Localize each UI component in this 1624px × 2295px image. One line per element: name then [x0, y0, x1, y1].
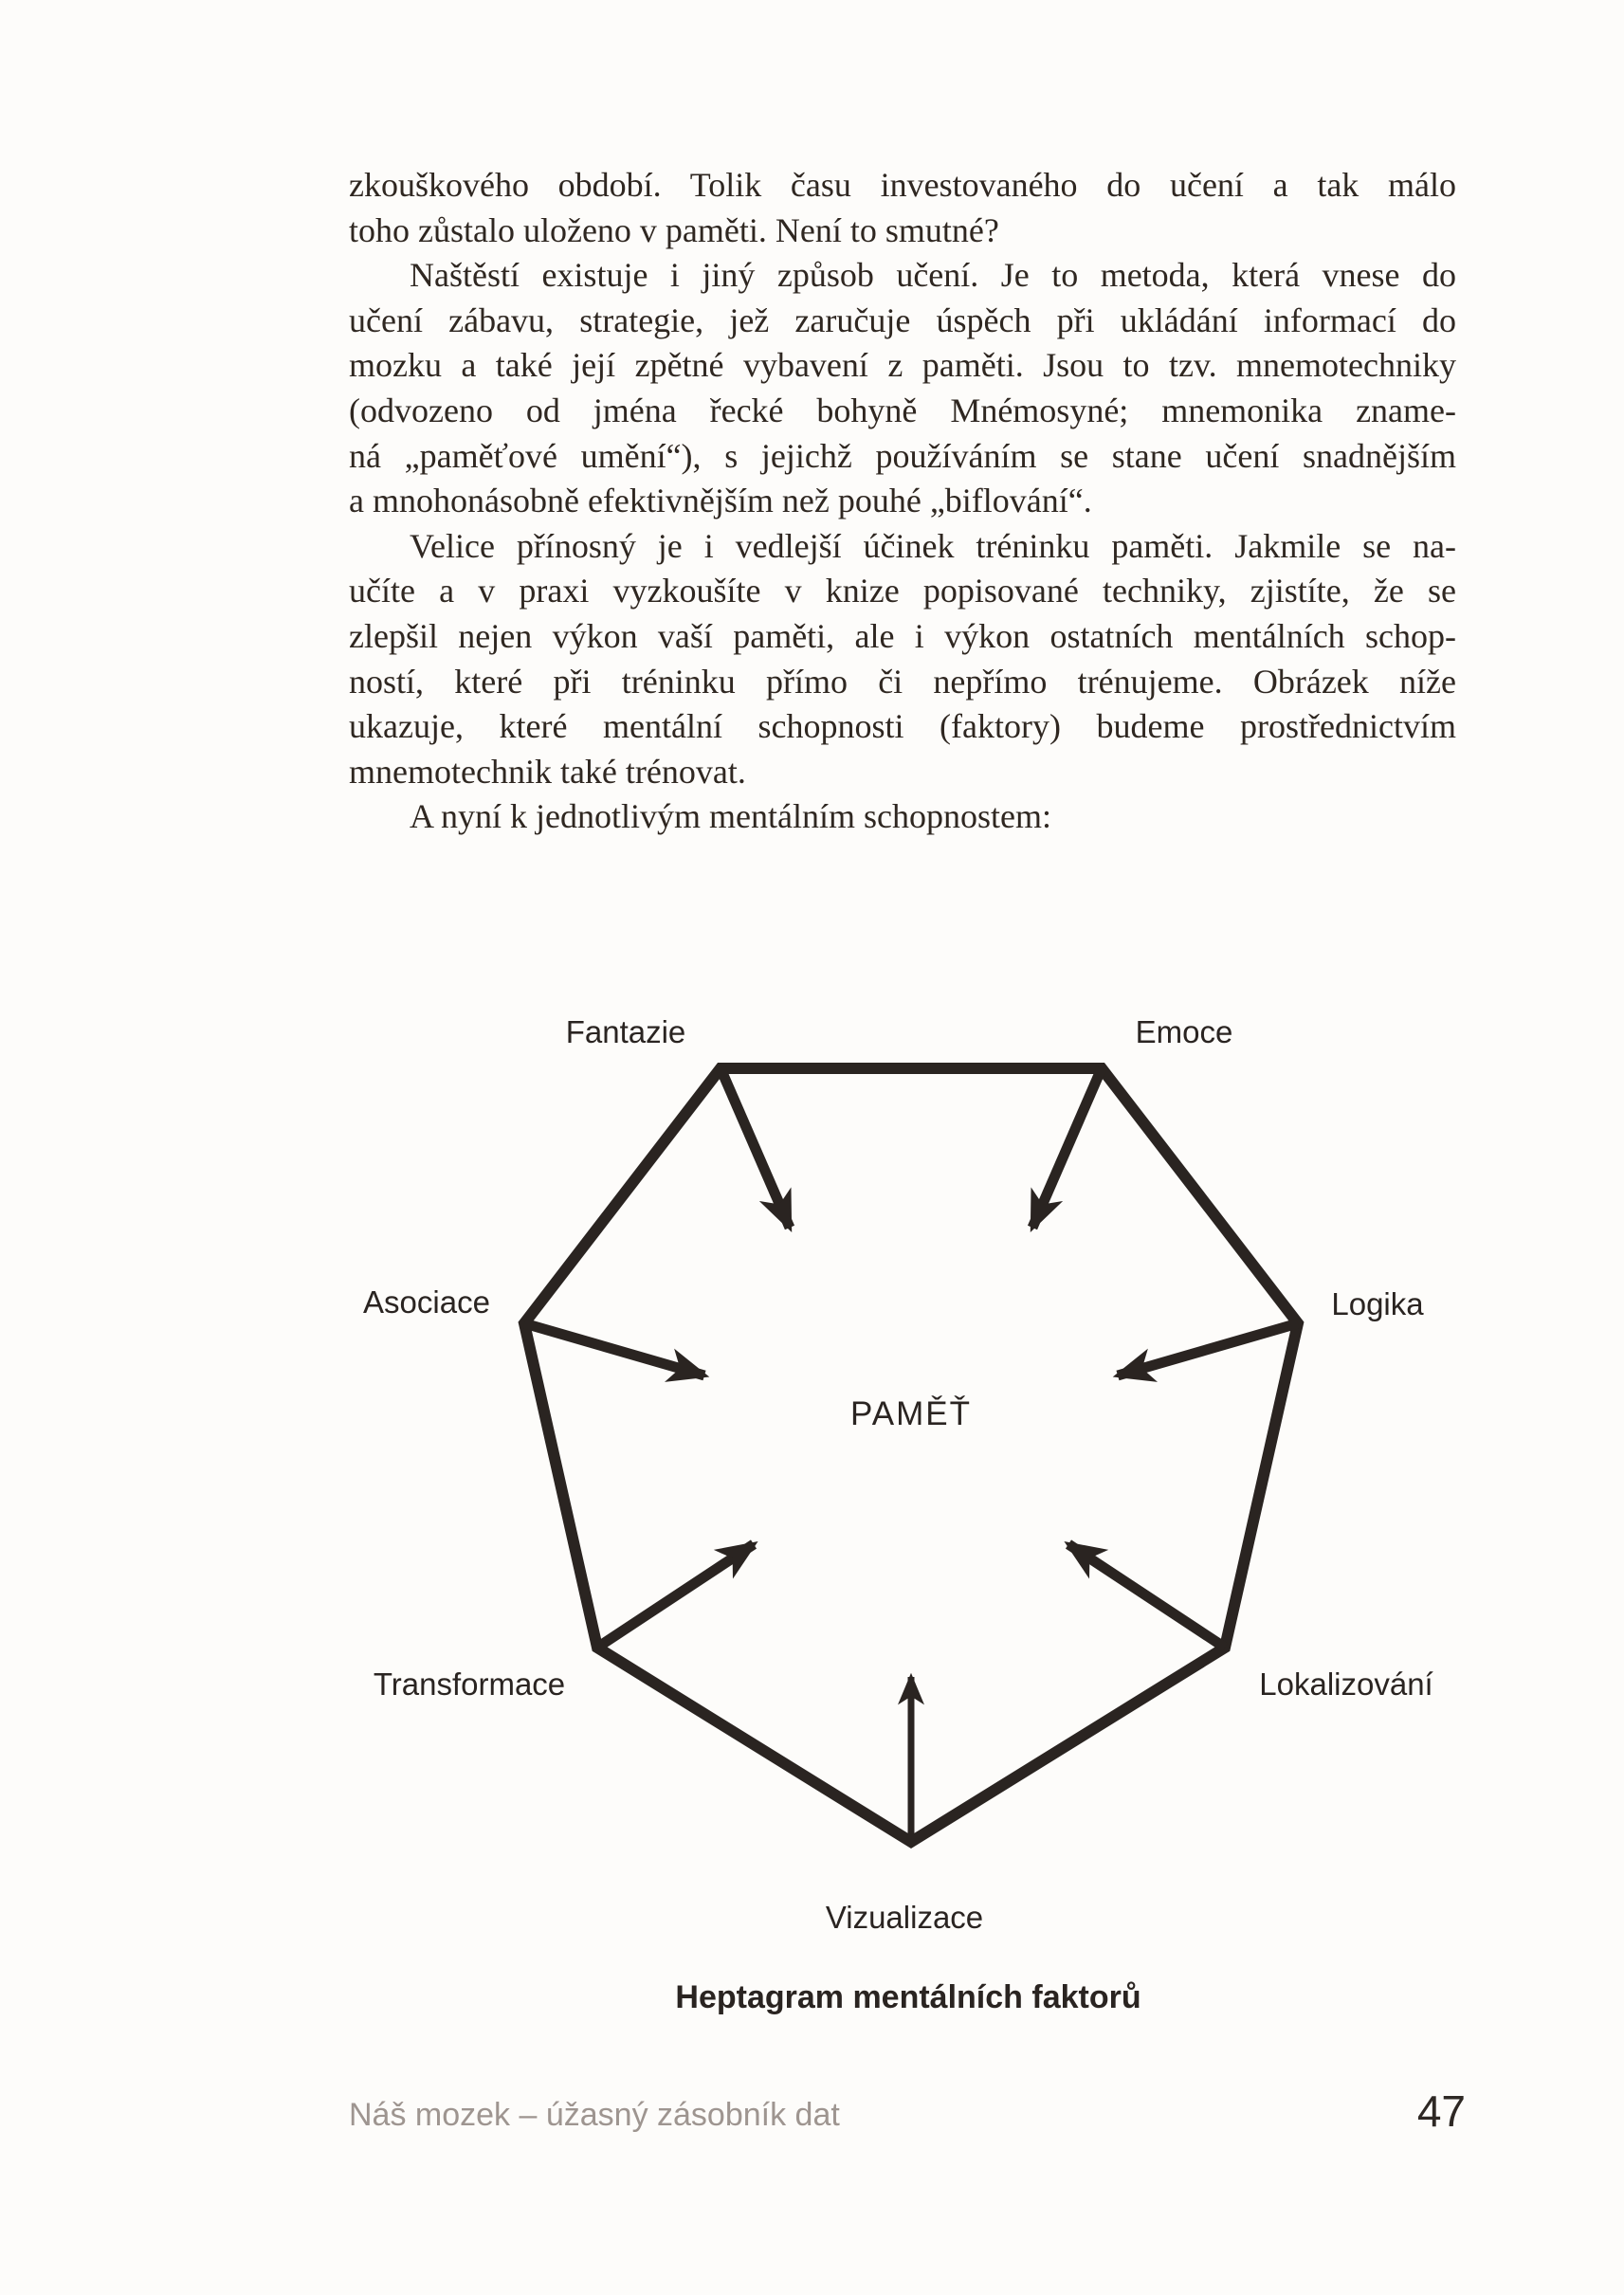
body-line: zkouškového období. Tolik času investovaného do učení a tak málo	[349, 166, 1456, 204]
body-line: ností, které při tréninku přímo či nepřímo trénujeme. Obrázek níže	[349, 662, 1456, 701]
body-line: (odvozeno od jména řecké bohyně Mnémosyné; mnemonika zname-	[349, 391, 1456, 429]
body-line: Velice přínosný je i vedlejší účinek tréninku paměti. Jakmile se na-	[410, 526, 1456, 565]
body-line: toho zůstalo uloženo v paměti. Není to smutné?	[349, 210, 999, 249]
arrow-lokalizovani	[1068, 1544, 1225, 1648]
body-line: učíte a v praxi vyzkoušíte v knize popisované techniky, zjistíte, že se	[349, 572, 1456, 610]
arrow-emoce	[1032, 1068, 1102, 1228]
arrow-fantazie	[721, 1068, 790, 1228]
diagram-label-fantazie: Fantazie	[565, 1014, 686, 1049]
figure-caption: Heptagram mentálních faktorů	[675, 1979, 1141, 2015]
arrow-transformace	[597, 1544, 754, 1648]
arrow-logika	[1118, 1323, 1298, 1375]
page-number: 47	[1416, 2086, 1466, 2136]
footer-section-title: Náš mozek – úžasný zásobník dat	[349, 2097, 840, 2133]
diagram-label-lokalizovani: Lokalizování	[1259, 1667, 1433, 1702]
diagram-label-emoce: Emoce	[1135, 1014, 1233, 1049]
body-text	[349, 163, 1456, 840]
heptagon-outline	[524, 1068, 1298, 1842]
diagram-center-label: PAMĚŤ	[850, 1395, 972, 1432]
diagram-label-transformace: Transformace	[373, 1667, 566, 1702]
body-line: ukazuje, které mentální schopnosti (faktory) budeme prostřednictvím	[349, 707, 1456, 746]
body-line: A nyní k jednotlivým mentálním schopnostem:	[410, 797, 1051, 836]
body-line: učení zábavu, strategie, jež zaručuje úspěch při ukládání informací do	[349, 301, 1456, 339]
body-line: zlepšil nejen výkon vaší paměti, ale i výkon ostatních mentálních schop-	[349, 616, 1456, 655]
body-line: mozku a také její zpětné vybavení z paměti. Jsou to tzv. mnemotechniky	[349, 346, 1456, 385]
body-line: ná „paměťové umění“), s jejichž používáním se stane učení snadnějším	[349, 436, 1456, 475]
body-line: a mnohonásobně efektivnějším než pouhé „biflování“.	[349, 482, 1092, 520]
arrow-asociace	[524, 1323, 704, 1375]
diagram-label-vizualizace: Vizualizace	[825, 1900, 984, 1935]
body-line: mnemotechnik také trénovat.	[349, 752, 746, 791]
diagram-label-logika: Logika	[1331, 1286, 1424, 1321]
body-line: Naštěstí existuje i jiný způsob učení. Je to metoda, která vnese do	[410, 256, 1456, 295]
diagram-label-asociace: Asociace	[363, 1284, 490, 1320]
